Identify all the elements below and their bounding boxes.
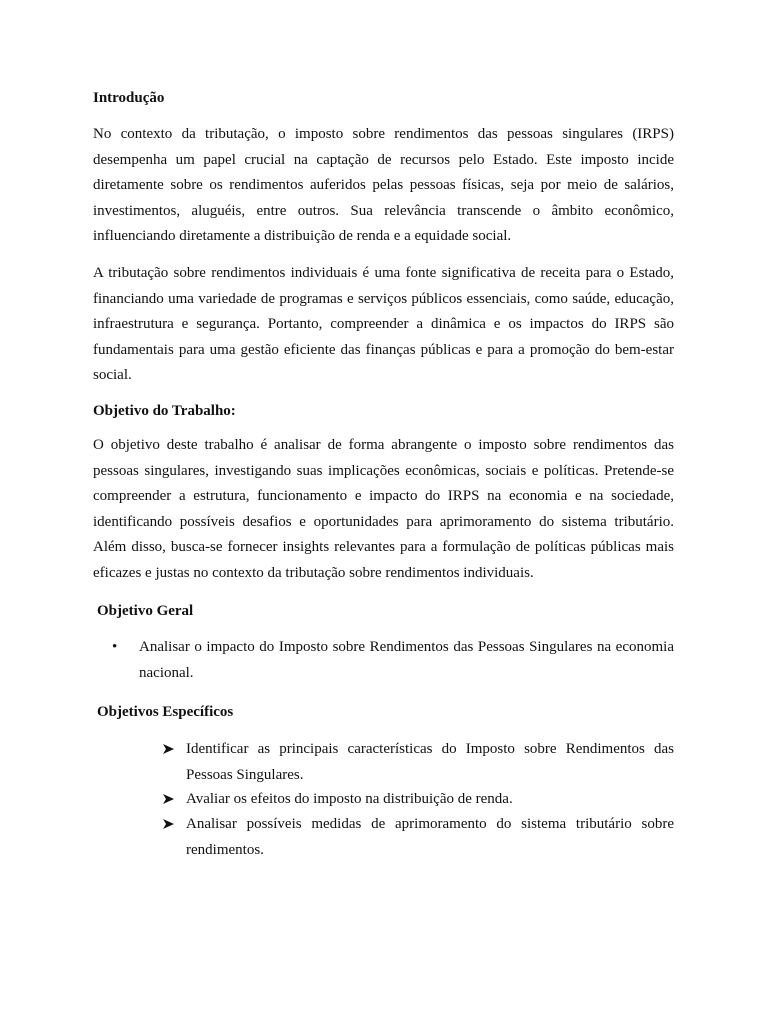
arrowhead-bullet-icon (162, 787, 178, 813)
bullet-dot-icon: • (112, 639, 118, 655)
introduction-paragraph-1: No contexto da tributação, o imposto sobre rendimentos das pessoas singulares (IRPS) desempenha um papel crucial na captação de recursos pelo Estado. Este imposto incide diretamente sobre os rendimentos auferidos pelas pessoas físicas, seja por meio de salários, investimentos, aluguéis, entre outros. Sua relevância transcende o âmbito econômico, influenciando diretamente a distribuição de renda e a equidade social. (93, 126, 674, 244)
general-objective-item: Analisar o impacto do Imposto sobre Rendimentos das Pessoas Singulares na economia nacional. (139, 639, 674, 681)
arrowhead-bullet-icon (162, 737, 178, 763)
specific-objective-item: Avaliar os efeitos do imposto na distribuição de renda. (186, 791, 513, 807)
specific-objectives-heading: Objetivos Específicos (97, 704, 234, 720)
objective-heading: Objetivo do Trabalho: (93, 403, 236, 419)
objective-paragraph: O objetivo deste trabalho é analisar de forma abrangente o imposto sobre rendimentos das pessoas singulares, investigando suas implicações econômicas, sociais e políticas. Pretende-se compreender a estrutura, funcionamento e impacto do IRPS na economia e na sociedade, identificando possíveis desafios e oportunidades para aprimoramento do sistema tributário. Além disso, busca-se fornecer insights relevantes para a formulação de políticas públicas mais eficazes e justas no contexto da tributação sobre rendimentos individuais. (93, 437, 674, 581)
introduction-paragraph-2: A tributação sobre rendimentos individuais é uma fonte significativa de receita para o Estado, financiando uma variedade de programas e serviços públicos essenciais, como saúde, educação, infraestrutura e segurança. Portanto, compreender a dinâmica e os impactos do IRPS são fundamentais para uma gestão eficiente das finanças públicas e para a promoção do bem-estar social. (93, 265, 674, 383)
introduction-heading: Introdução (93, 90, 165, 106)
specific-objective-item: Identificar as principais características do Imposto sobre Rendimentos das Pessoas Singulares. (186, 741, 674, 783)
specific-objective-item: Analisar possíveis medidas de aprimoramento do sistema tributário sobre rendimentos. (186, 816, 674, 858)
arrowhead-bullet-icon (162, 812, 178, 838)
general-objective-heading: Objetivo Geral (97, 603, 194, 619)
